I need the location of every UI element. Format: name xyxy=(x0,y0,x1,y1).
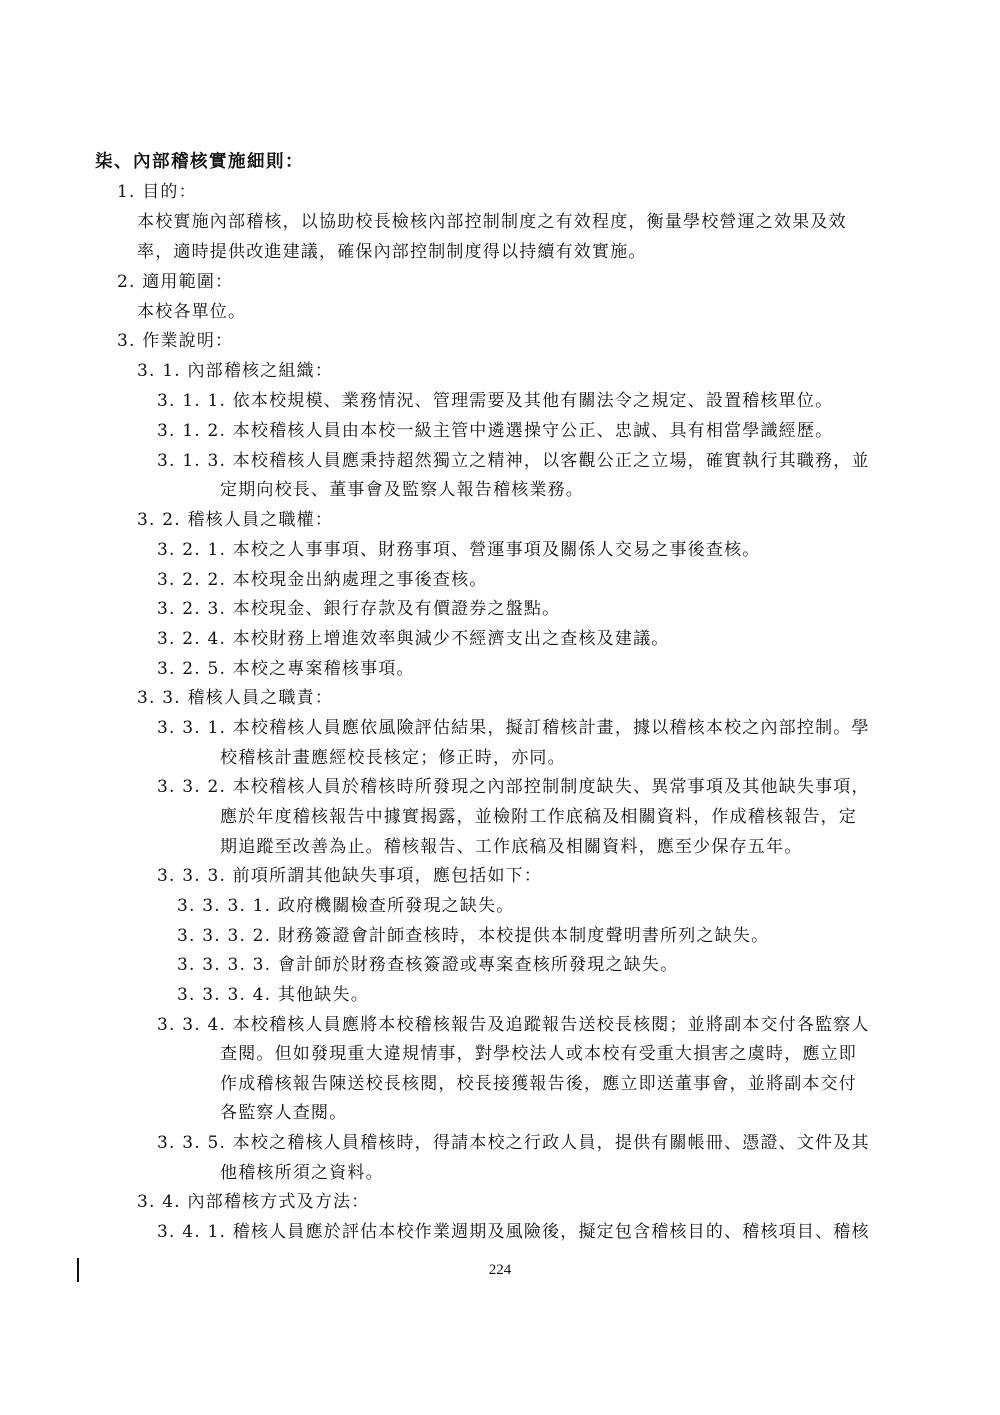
list-item: 3. 1. 1. 依本校規模、業務情況、管理需要及其他有關法令之規定、設置稽核單位。 xyxy=(157,391,834,411)
list-item: 3. 3. 3. 前項所謂其他缺失事項，應包括如下： xyxy=(157,866,543,886)
sub-list-item: 3. 3. 3. 4. 其他缺失。 xyxy=(177,985,369,1005)
item-3-title: 3. 作業說明： xyxy=(117,331,234,351)
sub-list-item: 3. 3. 3. 3. 會計師於財務查核簽證或專案查核所發現之缺失。 xyxy=(177,955,679,975)
list-item-continuation: 他稽核所須之資料。 xyxy=(220,1163,384,1183)
paragraph-line: 本校實施內部稽核，以協助校長檢核內部控制制度之有效程度，衡量學校營運之效果及效 xyxy=(137,212,847,232)
list-item: 3. 4. 1. 稽核人員應於評估本校作業週期及風險後，擬定包含稽核目的、稽核項目、稽核 xyxy=(157,1222,870,1242)
list-item: 3. 2. 4. 本校財務上增進效率與減少不經濟支出之查核及建議。 xyxy=(157,629,670,649)
paragraph-line: 本校各單位。 xyxy=(137,302,247,322)
list-item-continuation: 期追蹤至改善為止。稽核報告、工作底稿及相關資料，應至少保存五年。 xyxy=(220,837,803,857)
list-item: 3. 1. 2. 本校稽核人員由本校一級主管中遴選操守公正、忠誠、具有相當學識經歷。 xyxy=(157,421,834,441)
subsection-title: 3. 2. 稽核人員之職權： xyxy=(137,510,334,530)
list-item: 3. 2. 2. 本校現金出納處理之事後查核。 xyxy=(157,570,488,590)
list-item: 3. 3. 1. 本校稽核人員應依風險評估結果，擬訂稽核計畫，據以稽核本校之內部控制。學 xyxy=(157,718,870,738)
subsection-title: 3. 1. 內部稽核之組織： xyxy=(137,361,334,381)
change-bar xyxy=(77,1258,79,1282)
item-1-title: 1. 目的： xyxy=(117,182,197,202)
item-2-title: 2. 適用範圍： xyxy=(117,272,234,292)
section-heading: 柒、內部稽核實施細則： xyxy=(95,152,304,172)
list-item-continuation: 查閱。但如發現重大違規情事，對學校法人或本校有受重大損害之虞時，應立即 xyxy=(220,1044,857,1064)
list-item: 3. 2. 3. 本校現金、銀行存款及有價證券之盤點。 xyxy=(157,599,561,619)
list-item-continuation: 定期向校長、董事會及監察人報告稽核業務。 xyxy=(220,480,584,500)
list-item-continuation: 校稽核計畫應經校長核定；修正時，亦同。 xyxy=(220,748,566,768)
page-number: 224 xyxy=(488,1262,512,1278)
sub-list-item: 3. 3. 3. 1. 政府機關檢查所發現之缺失。 xyxy=(177,896,515,916)
sub-list-item: 3. 3. 3. 2. 財務簽證會計師查核時，本校提供本制度聲明書所列之缺失。 xyxy=(177,926,770,946)
list-item: 3. 3. 5. 本校之稽核人員稽核時，得請本校之行政人員，提供有關帳冊、憑證、文件及其 xyxy=(157,1133,870,1153)
list-item: 3. 2. 1. 本校之人事事項、財務事項、營運事項及關係人交易之事後查核。 xyxy=(157,540,761,560)
list-item: 3. 3. 2. 本校稽核人員於稽核時所發現之內部控制制度缺失、異常事項及其他缺失事項， xyxy=(157,777,870,797)
list-item-continuation: 各監察人查閱。 xyxy=(220,1103,348,1123)
list-item-continuation: 作成稽核報告陳送校長核閱，校長接獲報告後，應立即送董事會，並將副本交付 xyxy=(220,1074,857,1094)
list-item: 3. 2. 5. 本校之專案稽核事項。 xyxy=(157,659,415,679)
paragraph-line: 率，適時提供改進建議，確保內部控制制度得以持續有效實施。 xyxy=(137,242,647,262)
list-item-continuation: 應於年度稽核報告中據實揭露，並檢附工作底稿及相關資料，作成稽核報告，定 xyxy=(220,807,857,827)
subsection-title: 3. 4. 內部稽核方式及方法： xyxy=(137,1192,370,1212)
list-item: 3. 1. 3. 本校稽核人員應秉持超然獨立之精神，以客觀公正之立場，確實執行其職務，並 xyxy=(157,451,870,471)
list-item: 3. 3. 4. 本校稽核人員應將本校稽核報告及追蹤報告送校長核閱；並將副本交付各監察人 xyxy=(157,1015,870,1035)
subsection-title: 3. 3. 稽核人員之職責： xyxy=(137,688,334,708)
